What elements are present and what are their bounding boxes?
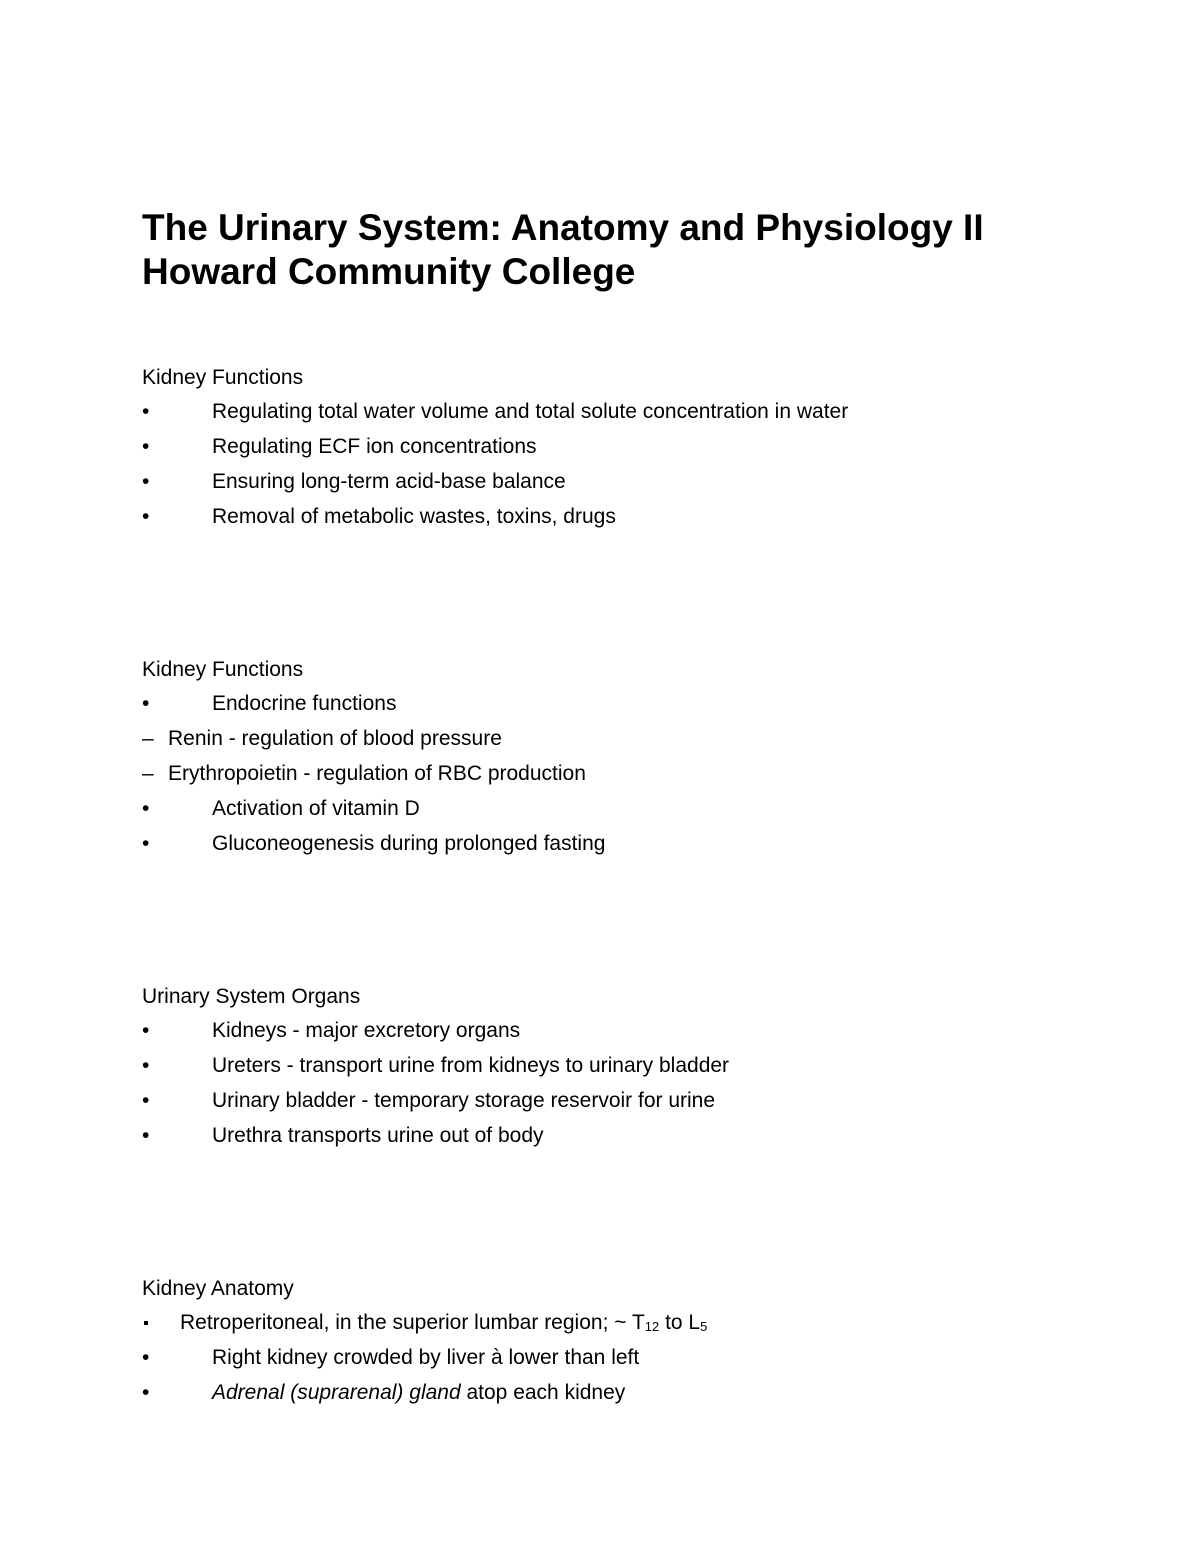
list-item (142, 505, 1142, 540)
list-item-text: Urinary bladder - temporary storage reservoir for urine (212, 1089, 716, 1112)
list-item (142, 1346, 1142, 1381)
list-item (142, 470, 1142, 505)
list-item-text: Urethra transports urine out of body (212, 1124, 544, 1147)
bullet-marker: • (142, 435, 150, 458)
bullet-marker: • (142, 1124, 150, 1147)
title-line-2: Howard Community College (142, 251, 636, 292)
list-item (142, 797, 1142, 832)
text-segment: atop each kidney (460, 1381, 626, 1404)
list-item-text: Gluconeogenesis during prolonged fasting (212, 832, 606, 855)
list-item-text: Ureters - transport urine from kidneys to urinary bladder (212, 1054, 730, 1077)
subscript: 5 (700, 1319, 708, 1334)
dash-marker: – (142, 762, 154, 785)
list-item (142, 1054, 1142, 1089)
list-item (142, 1311, 1142, 1346)
list-item-text: Ensuring long-term acid-base balance (212, 470, 566, 493)
bullet-marker: • (142, 797, 150, 820)
bullet-marker: • (142, 400, 150, 423)
list-item (142, 832, 1142, 867)
list-item-text: Right kidney crowded by liver à lower than left (212, 1346, 640, 1369)
bullet-marker: • (142, 692, 150, 715)
document-title (142, 206, 1142, 294)
bullet-marker: • (142, 1019, 150, 1042)
bullet-marker: • (142, 1054, 150, 1077)
list-item-text: Regulating ECF ion concentrations (212, 435, 537, 458)
list-item-text: Kidneys - major excretory organs (212, 1019, 521, 1042)
list-item (142, 1381, 1142, 1416)
list-item-text (212, 1381, 625, 1405)
bullet-marker: • (142, 1346, 150, 1369)
subscript: 12 (644, 1319, 660, 1334)
section-kidney-functions-2 (142, 658, 1142, 867)
list-subitem (142, 762, 1142, 797)
list-item (142, 400, 1142, 435)
list-item-text: Endocrine functions (212, 692, 397, 715)
bullet-marker: • (142, 1089, 150, 1112)
list-item (142, 692, 1142, 727)
bullet-marker: • (142, 505, 150, 528)
list-item (142, 435, 1142, 470)
list-subitem-text: Renin - regulation of blood pressure (168, 727, 502, 750)
list-subitem-text: Erythropoietin - regulation of RBC production (168, 762, 586, 785)
bullet-marker: • (142, 470, 150, 493)
section-heading: Urinary System Organs (142, 985, 361, 1008)
text-segment: Retroperitoneal, in the superior lumbar region; ~ T (180, 1311, 645, 1334)
section-heading: Kidney Functions (142, 366, 304, 389)
list-item (142, 1089, 1142, 1124)
list-item-text (180, 1311, 707, 1339)
list-item-text: Regulating total water volume and total solute concentration in water (212, 400, 849, 423)
section-urinary-system-organs (142, 985, 1142, 1159)
list-subitem (142, 727, 1142, 762)
section-heading: Kidney Anatomy (142, 1277, 294, 1300)
text-segment: to L (659, 1311, 701, 1334)
section-kidney-functions-1 (142, 366, 1142, 540)
list-item-text: Activation of vitamin D (212, 797, 420, 820)
bullet-marker: • (142, 1381, 150, 1404)
list-item (142, 1124, 1142, 1159)
bullet-marker: • (142, 832, 150, 855)
square-bullet-icon (142, 1311, 166, 1335)
title-line-1: The Urinary System: Anatomy and Physiology II (142, 207, 984, 248)
dash-marker: – (142, 727, 154, 750)
list-item-text: Removal of metabolic wastes, toxins, drugs (212, 505, 616, 528)
italic-term: Adrenal (suprarenal) gland (212, 1381, 461, 1404)
section-kidney-anatomy (142, 1277, 1142, 1416)
section-heading: Kidney Functions (142, 658, 304, 681)
list-item (142, 1019, 1142, 1054)
